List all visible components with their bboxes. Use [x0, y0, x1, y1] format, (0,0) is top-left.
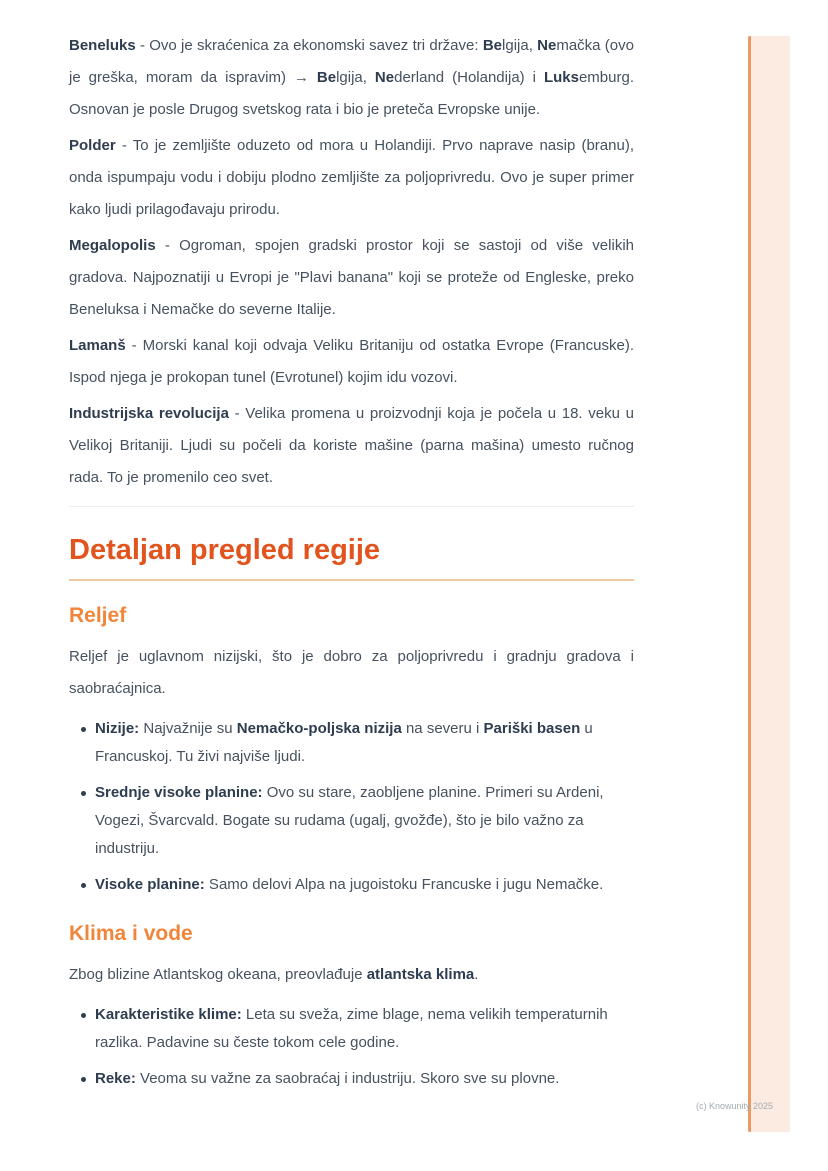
glossary-paragraph-polder: Polder - To je zemljište oduzeto od mora u Holandiji. Prvo naprave nasip (branu), onda ispumpaju vodu i dobiju plodno zemljište za poljoprivredu. Ovo je super primer kako ljudi prilagođavaju prirodu.	[69, 137, 634, 218]
section-heading: Detaljan pregled regije	[69, 533, 634, 581]
bullet-item-visoke-planine: Visoke planine: Samo delovi Alpa na jugoistoku Francuske i jugu Nemačke.	[81, 871, 634, 899]
bullet-item-karakteristike-klime: Karakteristike klime: Leta su sveža, zime blage, nema velikih temperaturnih razlika. Padavine su česte tokom cele godine.	[81, 1001, 634, 1057]
reljef-intro-paragraph: Reljef je uglavnom nizijski, što je dobro za poljoprivredu i gradnju gradova i saobraćajnica.	[69, 648, 634, 697]
bullet-item-srednje-visoke-planine: Srednje visoke planine: Ovo su stare, zaobljene planine. Primeri su Ardeni, Vogezi, Švarcvald. Bogate su rudama (ugalj, gvožđe), što je bilo važno za industriju.	[81, 779, 634, 863]
klima-intro-paragraph: Zbog blizine Atlantskog okeana, preovlađuje atlantska klima.	[69, 966, 479, 983]
subsection-heading-reljef: Reljef	[69, 604, 127, 627]
glossary-paragraph-beneluks: Beneluks - Ovo je skraćenica za ekonomski savez tri države: Belgija, Nemačka (ovo je greška, moram da ispravim) → Belgija, Nederland (Holandija) i Luksemburg. Osnovan je posle Drugog svetskog rata i bio je preteča Evropske unije.	[69, 37, 634, 118]
glossary-paragraph-megalopolis: Megalopolis - Ogroman, spojen gradski prostor koji se sastoji od više velikih gradova. Najpoznatiji u Evropi je "Plavi banana" koji se proteže od Engleske, preko Beneluksa i Nemačke do severne Italije.	[69, 237, 634, 318]
klima-bullet-list	[69, 1001, 634, 1093]
reljef-bullet-list	[69, 715, 634, 899]
bullet-item-reke: Reke: Veoma su važne za saobraćaj i industriju. Skoro sve su plovne.	[81, 1065, 634, 1093]
glossary-paragraph-industrijska-revolucija: Industrijska revolucija - Velika promena u proizvodnji koja je počela u 18. veku u Velikoj Britaniji. Ljudi su počeli da koriste mašine (parna mašina) umesto ručnog rada. To je promenilo ceo svet.	[69, 405, 634, 486]
document-content	[69, 0, 634, 1101]
right-accent-band	[748, 36, 790, 1132]
section-divider	[69, 506, 634, 507]
subsection-heading-klima-i-vode: Klima i vode	[69, 922, 193, 945]
glossary-paragraph-lamans: Lamanš - Morski kanal koji odvaja Veliku Britaniju od ostatka Evrope (Francuske). Ispod njega je prokopan tunel (Evrotunel) kojim idu vozovi.	[69, 337, 634, 386]
bullet-item-nizije: Nizije: Najvažnije su Nemačko-poljska nizija na severu i Pariški basen u Francuskoj. Tu živi najviše ljudi.	[81, 715, 634, 771]
copyright-footer: (c) Knowunity 2025	[695, 1101, 773, 1111]
